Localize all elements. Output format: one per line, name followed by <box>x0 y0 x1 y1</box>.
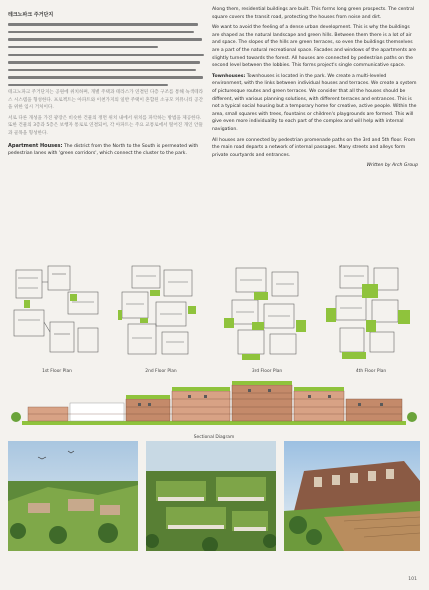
apartment-houses-text: The district from the North to the South is permeated with pedestrian lanes with 'green corridors', which connect the cluster to the park. <box>8 143 199 157</box>
korean-terrace-paragraph: 테크노파크 주거단지는 공원에 위치하며, 개별 주택과 테라스가 연결된 다층 구조를 통해 녹색테라스 시스템을 형성한다. 프로젝트는 아파트와 이천가지의 일반 주택이 혼합된 소규모 커뮤니티 공간을 위한 임시 거처이다. <box>8 89 204 111</box>
rendering-aerial-2 <box>146 441 276 551</box>
floor-plan-2-label: 2nd Floor Plan <box>145 369 177 374</box>
right-text-column <box>212 6 418 170</box>
rendering-terrace-view <box>284 441 420 551</box>
left-text-column <box>8 12 204 161</box>
rendering-photos <box>8 441 420 551</box>
korean-heading: 테크노파크 주거단지 <box>8 12 54 18</box>
floor-plan-4 <box>322 262 420 374</box>
townhouses-title: Townhouses: <box>212 73 246 79</box>
floor-plan-3-label: 3rd Floor Plan <box>251 369 283 374</box>
terrace-rendering-image <box>284 441 420 551</box>
floor-plans-row <box>8 262 420 374</box>
floor-plan-4-drawing <box>322 262 420 366</box>
floor-plan-1-label: 1st Floor Plan <box>42 369 72 374</box>
floor-plan-1-drawing <box>8 262 106 366</box>
apartment-houses-paragraph <box>8 143 204 158</box>
sectional-diagram <box>8 377 420 440</box>
promenade-paragraph: All houses are connected by pedestrian promenade paths on the 3rd and 5th floor. From the main road departs a network of internal passages. Many streets and alleys form private courtyards and entrances. <box>212 137 416 158</box>
korean-courtyard-paragraph: 서로 다른 개성을 가진 광장은 비슷한 건물의 정면 위치 내에서 위치를 파악하는 방법을 제공한다. 또한 건물의 3층과 5층은 보행자 통로로 연결되어, 각 아파트는 주요 교통로에서 떨어진 개인 안뜰과 골목을 형성한다. <box>8 115 203 136</box>
townhouses-text: Townhouses is located in the park. We create a multi-leveled environment, with the links between individual houses and terraces. We create a system of picturesque routes and green terraces. We consider that all the houses should be different, with various planning solutions, with different terraces and entrances. This is not a typical social housing but a temporary home for creative, active people. Within the area, small squares with trees, fountains or children's playgrounds are formed. This will give even more individuality to each part of the complex and will help with internal navigation. <box>212 73 417 132</box>
aerial-rendering-1-image <box>8 441 138 551</box>
right-intro-paragraph: Along them, residential buildings are built. This forms long green prospects. The central square covers the transit road, protecting the houses from noise and dirt. <box>212 7 415 20</box>
korean-body-text <box>8 21 204 89</box>
aerial-rendering-2-image <box>146 441 276 551</box>
floor-plan-4-label: 4th Floor Plan <box>355 369 387 374</box>
right-landscape-paragraph: We want to avoid the feeling of a dense urban development. This is why the buildings are shaped as the natural landscape and green hills. Between them there is a lot of air and space. The slopes of the hills are green terraces, so even the buildings themselves are a part of the natural recreational space. Facades and windows of the apartments are slightly turned towards the forest. All houses are connected by pedestrian paths on the second level between the lobbies. This forms project's single communicative space. <box>212 25 416 69</box>
floor-plan-1 <box>8 262 106 374</box>
apartment-houses-title: Apartment Houses: <box>8 142 63 149</box>
townhouses-paragraph <box>212 73 418 134</box>
page-number: 101 <box>408 577 417 582</box>
sectional-diagram-label: Sectional Diagram <box>193 435 235 440</box>
rendering-aerial-1 <box>8 441 138 551</box>
sectional-diagram-drawing <box>8 377 420 433</box>
article-credit: Written by Arch Group <box>366 163 418 169</box>
floor-plan-3-drawing <box>218 262 316 366</box>
floor-plan-3 <box>218 262 316 374</box>
floor-plan-2 <box>112 262 210 374</box>
floor-plan-2-drawing <box>112 262 210 366</box>
